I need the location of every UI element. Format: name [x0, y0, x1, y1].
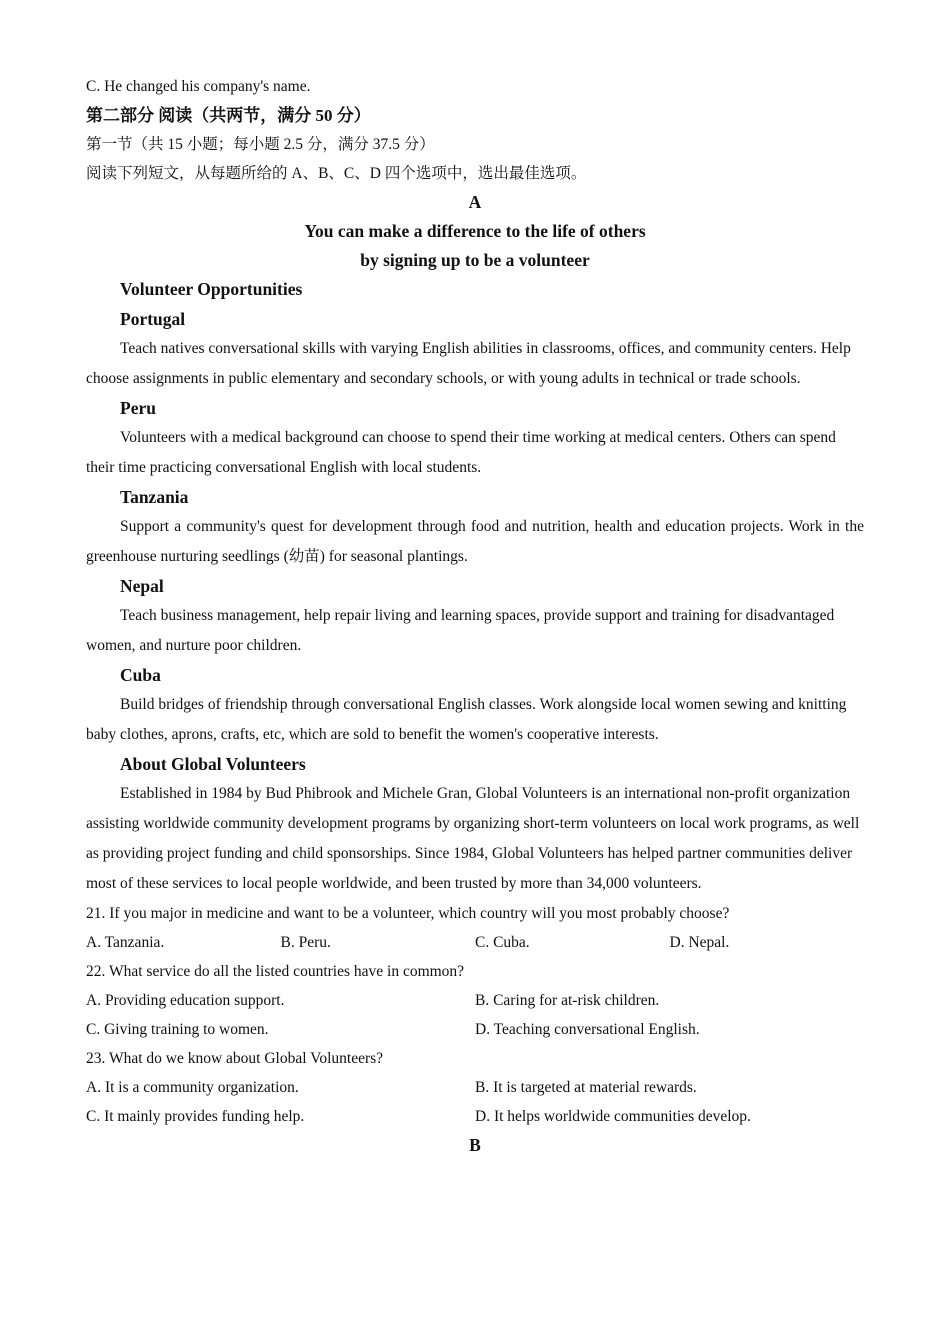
question-23-options-row-1: [86, 1073, 864, 1102]
q23-option-c[interactable]: C. It mainly provides funding help.: [86, 1107, 305, 1125]
section-text-peru: Volunteers with a medical background can choose to spend their time working at medical centers. Others can spend their time practicing conversational English with local students.: [86, 429, 836, 476]
about-text: Established in 1984 by Bud Phibrook and Michele Gran, Global Volunteers is an international non-profit organization assisting worldwide community development programs by organizing short-term volunteers on local work programs, as well as providing project funding and child sponsorships. Since 1984, Global Volunteers has helped partner communities deliver most of these services to local people worldwide, and been trusted by more than 34,000 volunteers.: [86, 785, 860, 892]
question-23-stem: 23. What do we know about Global Volunteers?: [86, 1049, 384, 1067]
q22-option-d[interactable]: D. Teaching conversational English.: [475, 1020, 700, 1038]
section-text-portugal: Teach natives conversational skills with varying English abilities in classrooms, offices, and community centers. Help choose assignments in public elementary and secondary schools, or with young adults in technical or trade schools.: [86, 340, 851, 387]
question-22-stem: 22. What service do all the listed countries have in common?: [86, 962, 465, 980]
q23-option-a[interactable]: A. It is a community organization.: [86, 1078, 299, 1096]
question-21-options: [86, 928, 864, 957]
previous-option-line: C. He changed his company's name.: [86, 78, 311, 95]
q21-option-a[interactable]: A. Tanzania.: [86, 933, 165, 951]
passage-label: A: [468, 192, 482, 212]
question-23-options-row-2: [86, 1102, 864, 1131]
section-line: 第一节（共 15 小题；每小题 2.5 分，满分 37.5 分）: [86, 136, 435, 153]
q23-option-b[interactable]: B. It is targeted at material rewards.: [475, 1078, 697, 1096]
section-text-tanzania: Support a community's quest for development through food and nutrition, health and education projects. Work in the greenhouse nurturing seedlings (幼苗) for seasonal plantings.: [86, 518, 864, 565]
section-heading-portugal: Portugal: [120, 308, 186, 329]
q21-option-d[interactable]: D. Nepal.: [669, 933, 730, 951]
volunteer-heading: Volunteer Opportunities: [120, 279, 303, 299]
section-text-cuba: Build bridges of friendship through conversational English classes. Work alongside local women sewing and knitting baby clothes, aprons, crafts, etc, which are sold to benefit the women's cooperative interests.: [86, 696, 847, 744]
q21-option-c[interactable]: C. Cuba.: [475, 933, 530, 951]
section-heading-nepal: Nepal: [120, 575, 164, 596]
next-passage-label: B: [469, 1134, 481, 1155]
q22-option-b[interactable]: B. Caring for at-risk children.: [475, 991, 660, 1009]
passage-title-line-2: by signing up to be a volunteer: [360, 250, 590, 270]
about-heading: About Global Volunteers: [120, 753, 306, 774]
q21-option-b[interactable]: B. Peru.: [280, 933, 331, 951]
section-text-nepal: Teach business management, help repair living and learning spaces, provide support and training for disadvantaged women, and nurture poor children.: [86, 607, 835, 655]
part-title: 第二部分 阅读（共两节，满分 50 分）: [86, 106, 371, 125]
question-22-options-row-2: [86, 1015, 864, 1044]
q22-option-a[interactable]: A. Providing education support.: [86, 991, 285, 1009]
question-21-stem: 21. If you major in medicine and want to be a volunteer, which country will you most probably choose?: [86, 904, 730, 922]
section-heading-tanzania: Tanzania: [120, 486, 189, 507]
section-heading-peru: Peru: [120, 397, 156, 418]
exam-page: [86, 72, 864, 1160]
q22-option-c[interactable]: C. Giving training to women.: [86, 1020, 269, 1038]
instruction-line: 阅读下列短文，从每题所给的 A、B、C、D 四个选项中，选出最佳选项。: [86, 165, 587, 182]
section-heading-cuba: Cuba: [120, 664, 161, 685]
passage-title-line-1: You can make a difference to the life of others: [304, 221, 646, 241]
question-22-options-row-1: [86, 986, 864, 1015]
q23-option-d[interactable]: D. It helps worldwide communities develop.: [475, 1107, 751, 1125]
